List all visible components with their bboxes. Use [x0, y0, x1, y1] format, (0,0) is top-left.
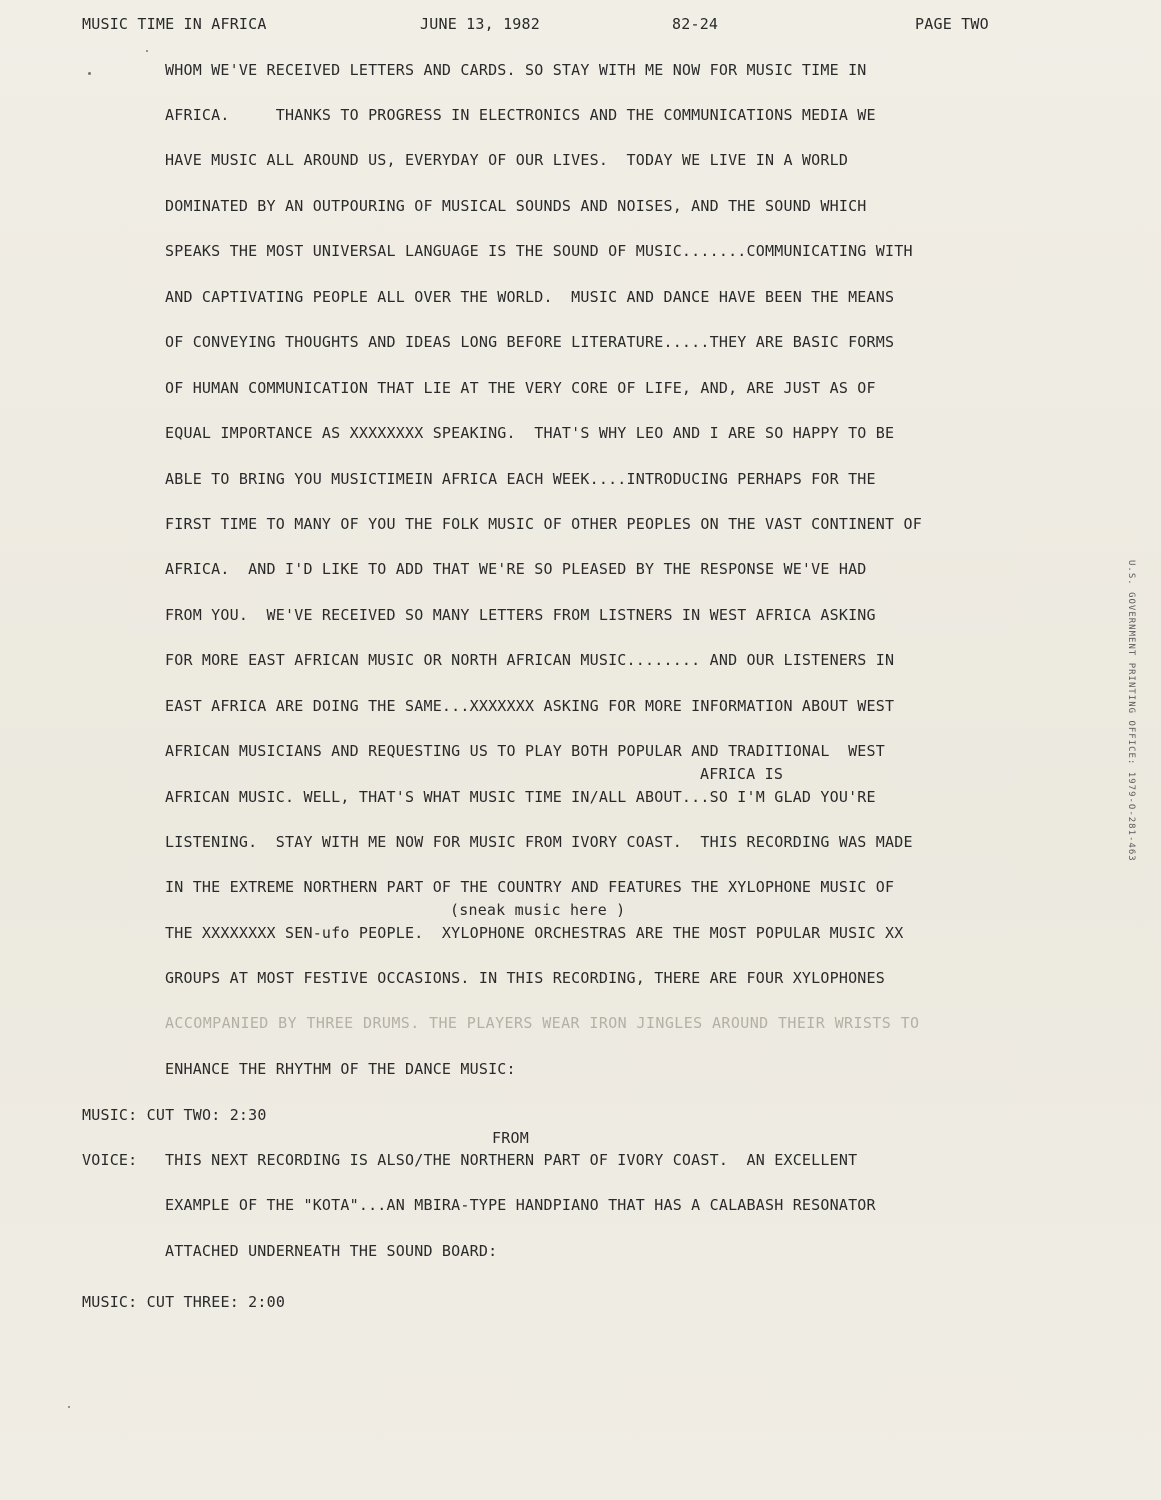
printing-office-margin-note: U.S. GOVERNMENT PRINTING OFFICE: 1979-O-281-463	[1126, 560, 1136, 862]
voice-label: VOICE:	[82, 1151, 138, 1169]
voice-line: ATTACHED UNDERNEATH THE SOUND BOARD:	[165, 1242, 498, 1260]
body-line: FIRST TIME TO MANY OF YOU THE FOLK MUSIC OF OTHER PEOPLES ON THE VAST CONTINENT OF	[165, 515, 922, 533]
paper-speck	[88, 72, 91, 75]
insertion-from: FROM	[492, 1129, 529, 1147]
body-line: EQUAL IMPORTANCE AS XXXXXXXX SPEAKING. THAT'S WHY LEO AND I ARE SO HAPPY TO BE	[165, 424, 895, 442]
voice-line: EXAMPLE OF THE "KOTA"...AN MBIRA-TYPE HANDPIANO THAT HAS A CALABASH RESONATOR	[165, 1196, 876, 1214]
music-cue-cut-three: MUSIC: CUT THREE: 2:00	[82, 1293, 286, 1311]
body-line: AFRICAN MUSIC. WELL, THAT'S WHAT MUSIC TIME IN/ALL ABOUT...SO I'M GLAD YOU'RE	[165, 788, 876, 806]
voice-line: THIS NEXT RECORDING IS ALSO/THE NORTHERN PART OF IVORY COAST. AN EXCELLENT	[165, 1151, 858, 1169]
body-line: AFRICA. THANKS TO PROGRESS IN ELECTRONICS AND THE COMMUNICATIONS MEDIA WE	[165, 106, 876, 124]
header-number: 82-24	[672, 15, 719, 33]
body-line: HAVE MUSIC ALL AROUND US, EVERYDAY OF OUR LIVES. TODAY WE LIVE IN A WORLD	[165, 151, 849, 169]
body-line: GROUPS AT MOST FESTIVE OCCASIONS. IN THIS RECORDING, THERE ARE FOUR XYLOPHONES	[165, 969, 885, 987]
music-cue-cut-two: MUSIC: CUT TWO: 2:30	[82, 1106, 267, 1124]
body-line: EAST AFRICA ARE DOING THE SAME...XXXXXXX ASKING FOR MORE INFORMATION ABOUT WEST	[165, 697, 895, 715]
body-line: OF CONVEYING THOUGHTS AND IDEAS LONG BEFORE LITERATURE.....THEY ARE BASIC FORMS	[165, 333, 895, 351]
body-line: SPEAKS THE MOST UNIVERSAL LANGUAGE IS THE SOUND OF MUSIC.......COMMUNICATING WITH	[165, 242, 913, 260]
insertion-sneak-music: (sneak music here )	[450, 901, 626, 919]
body-line: FOR MORE EAST AFRICAN MUSIC OR NORTH AFRICAN MUSIC........ AND OUR LISTENERS IN	[165, 651, 895, 669]
body-line: ENHANCE THE RHYTHM OF THE DANCE MUSIC:	[165, 1060, 516, 1078]
body-line: LISTENING. STAY WITH ME NOW FOR MUSIC FROM IVORY COAST. THIS RECORDING WAS MADE	[165, 833, 913, 851]
body-line: IN THE EXTREME NORTHERN PART OF THE COUNTRY AND FEATURES THE XYLOPHONE MUSIC OF	[165, 878, 895, 896]
body-line: AFRICAN MUSICIANS AND REQUESTING US TO PLAY BOTH POPULAR AND TRADITIONAL WEST	[165, 742, 885, 760]
paper-speck	[146, 50, 148, 52]
body-line: FROM YOU. WE'VE RECEIVED SO MANY LETTERS FROM LISTNERS IN WEST AFRICA ASKING	[165, 606, 876, 624]
body-line: AFRICA. AND I'D LIKE TO ADD THAT WE'RE SO PLEASED BY THE RESPONSE WE'VE HAD	[165, 560, 867, 578]
body-line: DOMINATED BY AN OUTPOURING OF MUSICAL SOUNDS AND NOISES, AND THE SOUND WHICH	[165, 197, 867, 215]
body-line-faded: ACCOMPANIED BY THREE DRUMS. THE PLAYERS WEAR IRON JINGLES AROUND THEIR WRISTS TO	[165, 1014, 920, 1032]
body-line: OF HUMAN COMMUNICATION THAT LIE AT THE VERY CORE OF LIFE, AND, ARE JUST AS OF	[165, 379, 876, 397]
body-line: THE XXXXXXXX SEN-ufo PEOPLE. XYLOPHONE ORCHESTRAS ARE THE MOST POPULAR MUSIC XX	[165, 924, 904, 942]
header-title: MUSIC TIME IN AFRICA	[82, 15, 267, 33]
paper-speck	[68, 1406, 70, 1408]
body-line: ABLE TO BRING YOU MUSICTIMEIN AFRICA EACH WEEK....INTRODUCING PERHAPS FOR THE	[165, 470, 876, 488]
header-date: JUNE 13, 1982	[420, 15, 540, 33]
insertion-africa-is: AFRICA IS	[700, 765, 784, 783]
body-line: AND CAPTIVATING PEOPLE ALL OVER THE WORLD. MUSIC AND DANCE HAVE BEEN THE MEANS	[165, 288, 895, 306]
header-page: PAGE TWO	[915, 15, 989, 33]
body-line: WHOM WE'VE RECEIVED LETTERS AND CARDS. SO STAY WITH ME NOW FOR MUSIC TIME IN	[165, 61, 867, 79]
